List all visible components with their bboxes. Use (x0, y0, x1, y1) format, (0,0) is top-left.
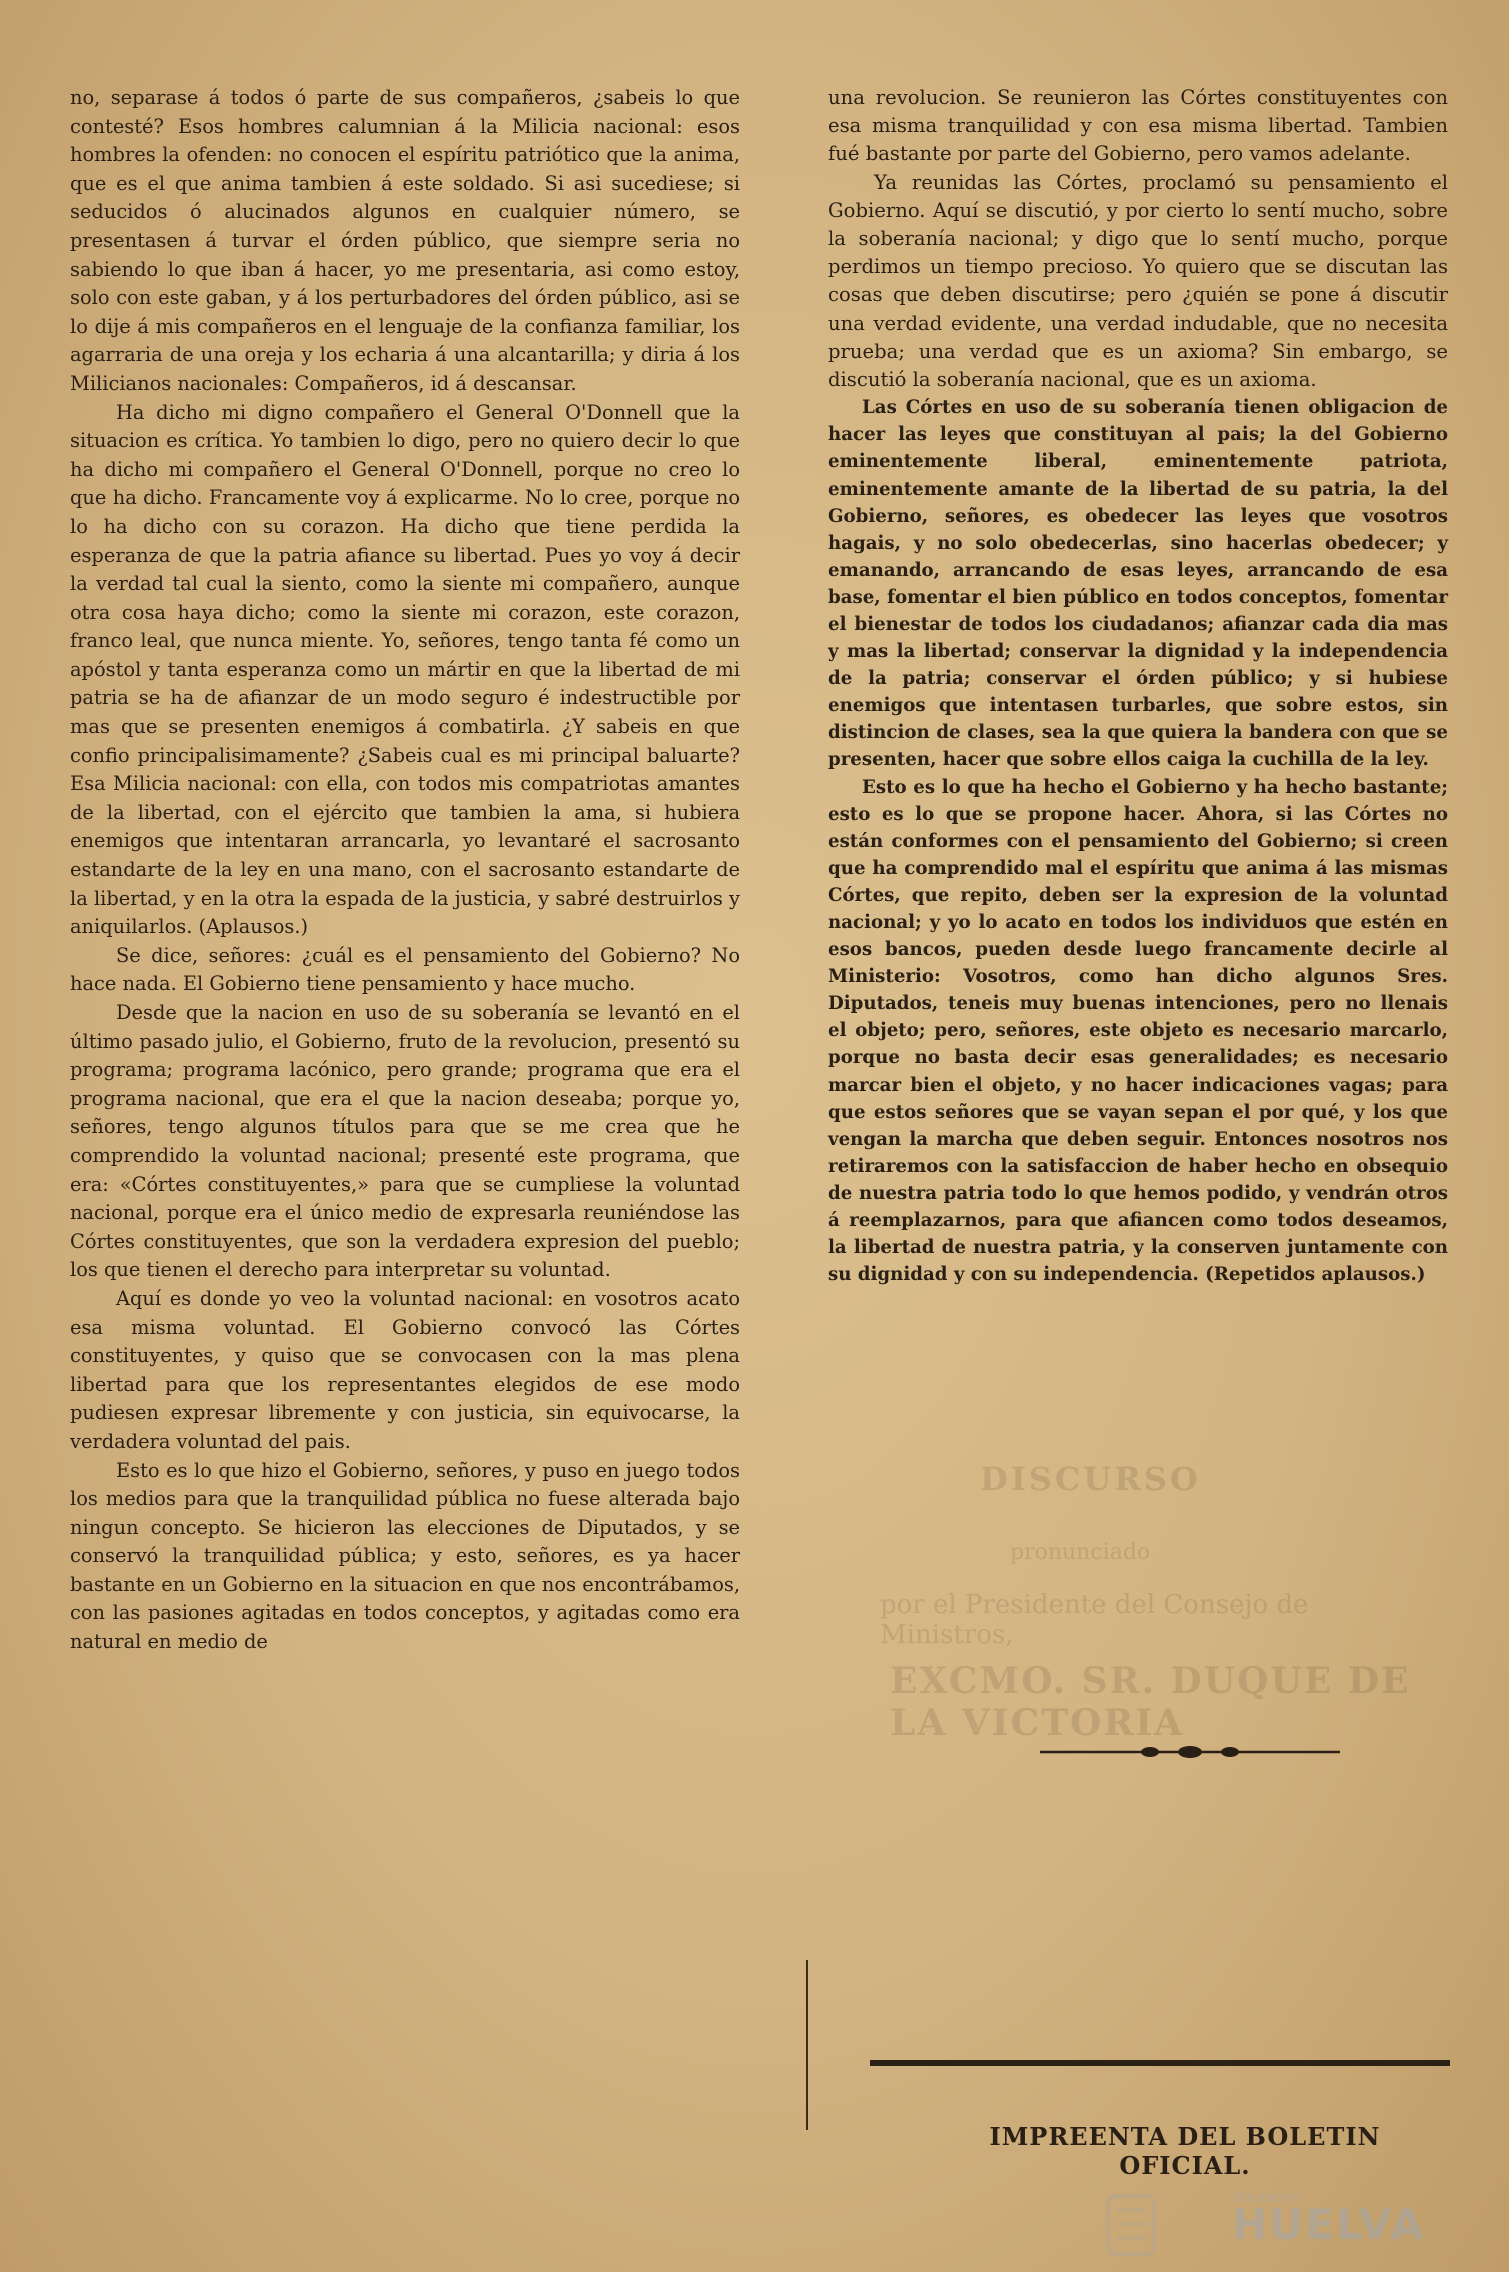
right-column (828, 84, 1448, 1288)
paragraph: una revolucion. Se reunieron las Córtes constituyentes con esa misma tranquilidad y con esa misma libertad. Tambien fué bastante por parte del Gobierno, pero vamos adelante. (828, 86, 1448, 166)
ghost-line: EXCMO. SR. DUQUE DE LA VICTORIA (890, 1660, 1411, 1744)
paragraph: Las Córtes en uso de su soberanía tienen obligacion de hacer las leyes que constituyan al pais; la del Gobierno eminentemente liberal, eminentemente patriota, eminentemente amante de la libertad de su patria, la del Gobierno, señores, es obedecer las leyes que vosotros hagais, y no solo obedecerlas, sino hacerlas obedecer; y emanando, arrancando de esas leyes, arrancando de esa base, fomentar el bien público en todos conceptos, fomentar el bienestar de todos los ciudadanos; afianzar cada dia mas y mas la libertad; conservar la dignidad y la independencia de la patria; conservar el órden público; y si hubiese enemigos que intentasen turbarles, que sobre estos, sin distincion de clases, sea la que quiera la bandera con que se presenten, hacer que sobre ellos caiga la cuchilla de la ley. (828, 397, 1448, 771)
ghost-line: pronunciado (1010, 1540, 1151, 1565)
paragraph: Desde que la nacion en uso de su soberanía se levantó en el último pasado julio, el Gobierno, fruto de la revolucion, presentó su programa; programa lacónico, pero grande; programa que era el programa nacional, que era el que la nacion deseaba; porque yo, señores, tengo algunos títulos para que se me crea que he comprendido la voluntad nacional; presenté este programa, que era: «Córtes constituyentes,» para que se cumpliese la voluntad nacional, porque era el único medio de expresarla reuniéndose las Córtes constituyentes, que son la verdadera expresion del pueblo; los que tienen el derecho para interpretar su voluntad. (70, 1001, 740, 1282)
left-column (70, 84, 740, 1657)
bold-section (828, 394, 1448, 1288)
paragraph: Esto es lo que ha hecho el Gobierno y ha hecho bastante; esto es lo que se propone hacer. Ahora, si las Córtes no están conformes con el pensamiento del Gobierno; si creen que ha comprendido mal el espíritu que anima á las mismas Córtes, que repito, deben ser la expresion de la voluntad nacional; y yo lo acato en todos los individuos que estén en esos bancos, pueden desde luego francamente decirle al Ministerio: Vosotros, como han dicho algunos Sres. Diputados, teneis muy buenas intenciones, pero no llenais el objeto; pero, señores, este objeto es necesario marcarlo, porque no basta decir esas generalidades; es necesario marcar bien el objeto, y no hacer indicaciones vagas; para que estos señores que se vayan sepan el por qué, y los que vengan la marcha que deben seguir. Entonces nosotros nos retiraremos con la satisfaccion de haber hecho en obsequio de nuestra patria todo lo que hemos podido, y vendrán otros á reemplazarnos, para que afiancen como todos deseamos, la libertad de nuestra patria, y la conserven juntamente con su dignidad y con su independencia. (Repetidos aplausos.) (828, 776, 1448, 1286)
watermark-label: HUELVA (1232, 2200, 1426, 2249)
ghost-line: por el Presidente del Consejo de Ministros, (880, 1590, 1309, 1650)
bottom-rule (870, 2060, 1450, 2066)
paragraph: no, separase á todos ó parte de sus compañeros, ¿sabeis lo que contesté? Esos hombres calumnian á la Milicia nacional: esos hombres la ofenden: no conocen el espíritu patriótico que la anima, que es el que anima tambien á este soldado. Si asi sucediese; si seducidos ó alucinados algunos en cualquier número, se presentasen á turvar el órden público, que siempre seria no sabiendo lo que iban á hacer, yo me presentaria, asi como estoy, solo con este gaban, y á los perturbadores del órden público, asi se lo dije á mis compañeros en el lenguaje de la confianza familiar, los agarraria de una oreja y los echaria á una alcantarilla; y diria á los Milicianos nacionales: Compañeros, id á descansar. (70, 86, 740, 395)
paragraph: Se dice, señores: ¿cuál es el pensamiento del Gobierno? No hace nada. El Gobierno tiene pensamiento y hace mucho. (70, 943, 740, 996)
paragraph: Ya reunidas las Córtes, proclamó su pensamiento el Gobierno. Aquí se discutió, y por cierto lo sentí mucho, sobre la soberanía nacional; y digo que lo sentí mucho, porque perdimos un tiempo precioso. Yo quiero que se discutan las cosas que deben discutirse; pero ¿quién se pone á discutir una verdad evidente, una verdad indudable, que no necesita prueba; una verdad que es un axioma? Sin embargo, se discutió la soberanía nacional, que es un axioma. (828, 170, 1448, 392)
column-divider (806, 1960, 808, 2130)
printer-imprint: IMPREENTA DEL BOLETIN OFICIAL. (989, 2122, 1381, 2180)
paragraph: Esto es lo que hizo el Gobierno, señores, y puso en juego todos los medios para que la tranquilidad pública no fuese alterada bajo ningun concepto. Se hicieron las elecciones de Diputados, y se conservó la tranquilidad pública; y esto, señores, es ya hacer bastante en un Gobierno en la situacion en que nos encontrábamos, con las pasiones agitadas en todos conceptos, y agitadas como era natural en medio de (70, 1458, 740, 1654)
ornament-divider-icon (1040, 1745, 1340, 1759)
ghost-line: DISCURSO (980, 1460, 1201, 1498)
paragraph: Ha dicho mi digno compañero el General O'Donnell que la situacion es crítica. Yo tambien lo digo, pero no quiero decir lo que ha dicho mi compañero el General O'Donnell, porque no creo lo que ha dicho. Francamente voy á explicarme. No lo cree, porque no lo ha dicho con su corazon. Ha dicho que tiene perdida la esperanza de que la patria afiance su libertad. Pues yo voy á decir la verdad tal cual la siento, como la siente mi compañero, aunque otra cosa haya dicho; como la siente mi corazon, este corazon, franco leal, que nunca miente. Yo, señores, tengo tanta fé como un apóstol y tanta esperanza como un mártir en que la libertad de mi patria se ha de afianzar de un modo seguro é indestructible por mas que se presenten enemigos á combatirla. ¿Y sabeis en que confio principalisimamente? ¿Sabeis cual es mi principal baluarte? Esa Milicia nacional: con ella, con todos mis compatriotas amantes de la libertad, con el ejército que tambien la ama, si hubiera enemigos que intentaran arrancarla, yo levantaré el sacrosanto estandarte de la ley en una mano, con el sacrosanto estandarte de la libertad, y en la otra la espada de la justicia, y sabré destruirlos y aniquilarlos. (Aplausos.) (70, 400, 740, 939)
watermark-sub: Diputación (1234, 2190, 1299, 2204)
paragraph: Aquí es donde yo veo la voluntad nacional: en vosotros acato esa misma voluntad. El Gobierno convocó las Córtes constituyentes, y quiso que se convocasen con la mas plena libertad para que los representantes elegidos de ese modo pudiesen expresar libremente y con justicia, sin equivocarse, la verdadera voluntad del pais. (70, 1286, 740, 1453)
bleed-through-text (870, 1460, 1450, 2020)
